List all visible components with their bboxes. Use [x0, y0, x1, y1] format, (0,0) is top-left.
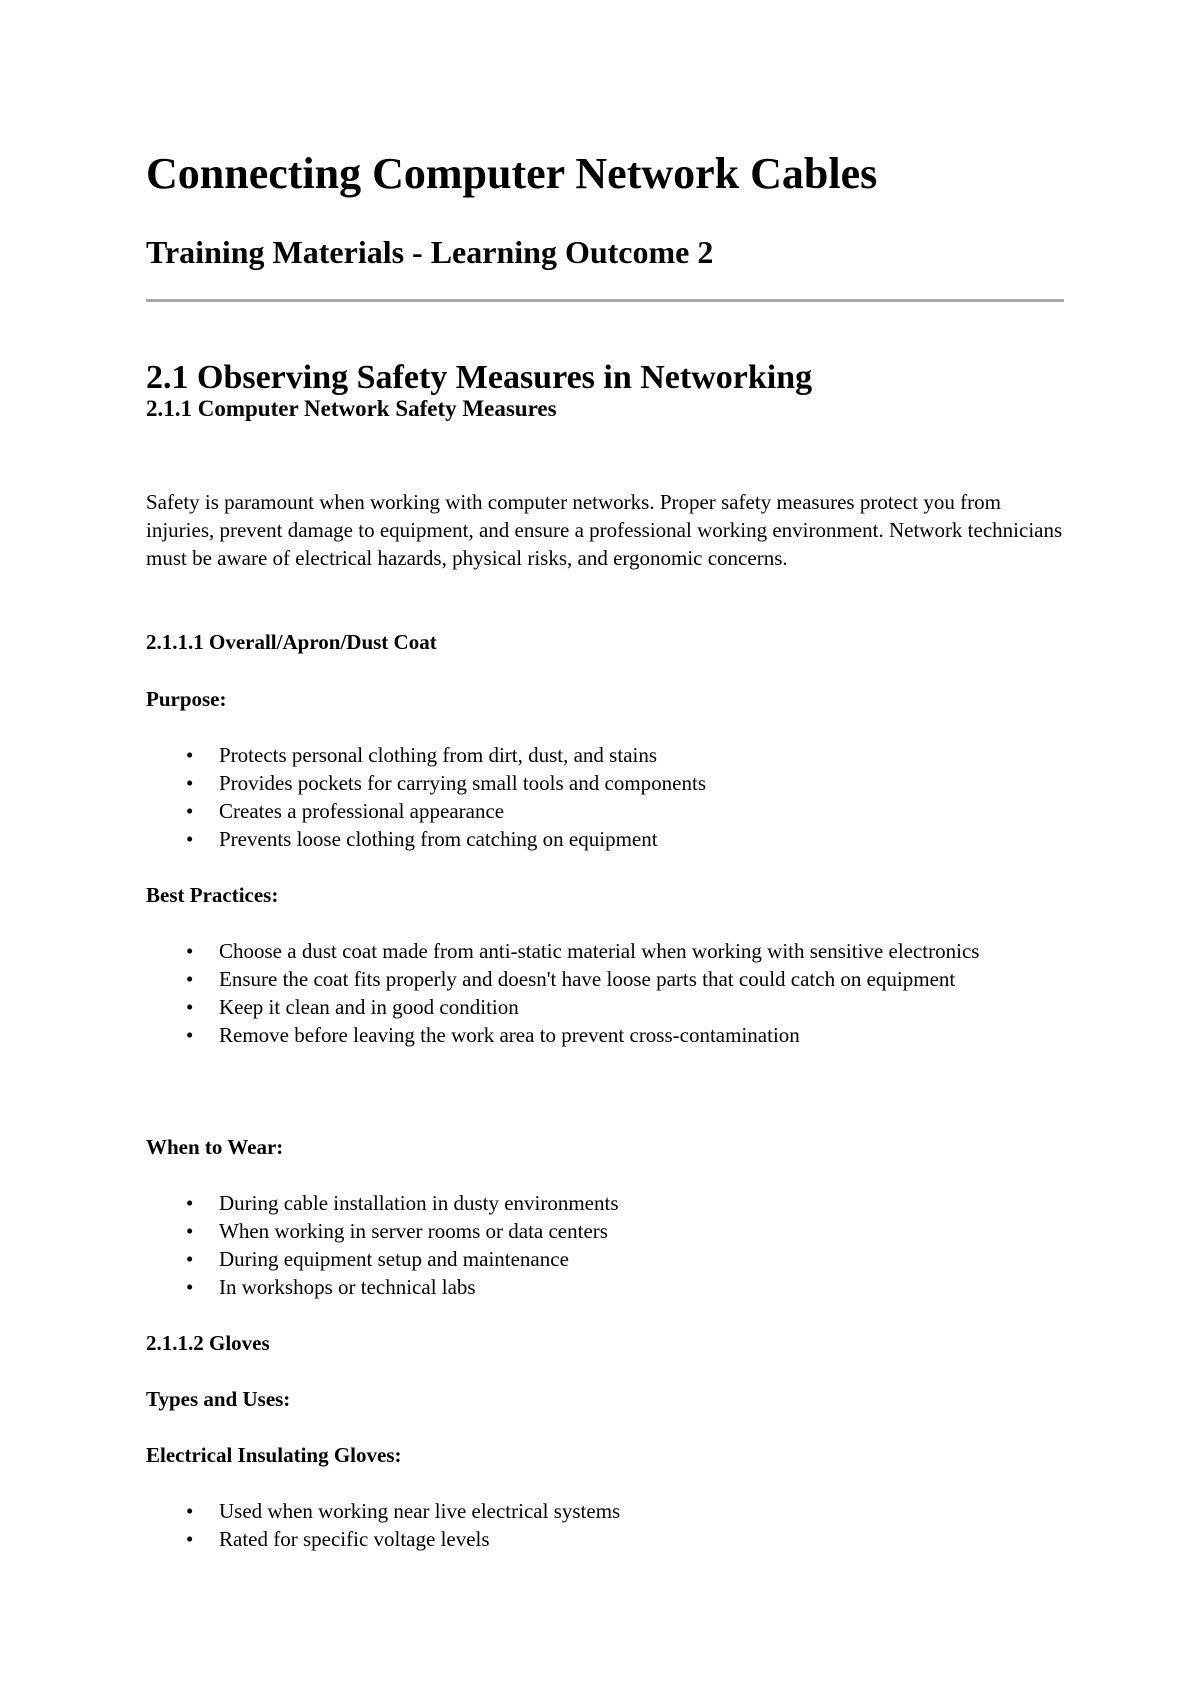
- list-item-text: Prevents loose clothing from catching on equipment: [219, 827, 658, 851]
- overall-coat-heading: 2.1.1.1 Overall/Apron/Dust Coat: [146, 630, 437, 654]
- horizontal-rule: [146, 299, 1064, 302]
- list-item: [146, 1189, 1064, 1217]
- bullet-icon: •: [186, 1499, 194, 1523]
- list-item-text: Provides pockets for carrying small tools and components: [219, 771, 706, 795]
- list-item-text: Keep it clean and in good condition: [219, 995, 519, 1019]
- bullet-icon: •: [186, 771, 194, 795]
- bullet-icon: •: [186, 1219, 194, 1243]
- list-item: [146, 797, 1064, 825]
- purpose-label: Purpose:: [146, 687, 227, 711]
- document-subtitle: Training Materials - Learning Outcome 2: [146, 234, 714, 270]
- list-item-text: Choose a dust coat made from anti-static material when working with sensitive electronics: [219, 939, 980, 963]
- bullet-icon: •: [186, 1191, 194, 1215]
- list-item-text: Creates a professional appearance: [219, 799, 505, 823]
- bullet-icon: •: [186, 1247, 194, 1271]
- intro-paragraph: Safety is paramount when working with computer networks. Proper safety measures protect you from injuries, prevent damage to equipment, and ensure a professional working environment. Network technicians must be aware of electrical hazards, physical risks, and ergonomic concerns.: [146, 490, 1063, 570]
- gloves-heading: 2.1.1.2 Gloves: [146, 1331, 270, 1355]
- list-item-text: During cable installation in dusty environments: [219, 1191, 619, 1215]
- list-item-text: Used when working near live electrical systems: [219, 1499, 621, 1523]
- bullet-icon: •: [186, 1527, 194, 1551]
- list-item: [146, 741, 1064, 769]
- when-to-wear-list: [146, 1189, 1064, 1301]
- list-item: [146, 1525, 1064, 1553]
- list-item: [146, 769, 1064, 797]
- list-item: [146, 993, 1064, 1021]
- list-item: [146, 1021, 1064, 1049]
- list-item-text: Rated for specific voltage levels: [219, 1527, 490, 1551]
- when-to-wear-label: When to Wear:: [146, 1135, 284, 1159]
- list-item: [146, 825, 1064, 853]
- list-item: [146, 1273, 1064, 1301]
- types-and-uses-label: Types and Uses:: [146, 1387, 291, 1411]
- bullet-icon: •: [186, 743, 194, 767]
- list-item-text: In workshops or technical labs: [219, 1275, 476, 1299]
- list-item-text: During equipment setup and maintenance: [219, 1247, 569, 1271]
- bullet-icon: •: [186, 827, 194, 851]
- document-title: Connecting Computer Network Cables: [146, 149, 878, 198]
- list-item: [146, 1217, 1064, 1245]
- best-practices-label: Best Practices:: [146, 883, 279, 907]
- section-heading: 2.1 Observing Safety Measures in Networking: [146, 359, 813, 396]
- list-item: [146, 937, 1064, 965]
- list-item-text: Protects personal clothing from dirt, dust, and stains: [219, 743, 658, 767]
- list-item: [146, 1497, 1064, 1525]
- bullet-icon: •: [186, 799, 194, 823]
- bullet-icon: •: [186, 995, 194, 1019]
- subsection-heading: 2.1.1 Computer Network Safety Measures: [146, 396, 557, 421]
- list-item-text: Remove before leaving the work area to prevent cross-contamination: [219, 1023, 800, 1047]
- best-practices-list: [146, 937, 1064, 1049]
- bullet-icon: •: [186, 967, 194, 991]
- bullet-icon: •: [186, 1023, 194, 1047]
- list-item-text: Ensure the coat fits properly and doesn't have loose parts that could catch on equipment: [219, 967, 956, 991]
- bullet-icon: •: [186, 1275, 194, 1299]
- list-item: [146, 1245, 1064, 1273]
- insulating-gloves-list: [146, 1497, 1064, 1553]
- bullet-icon: •: [186, 939, 194, 963]
- purpose-list: [146, 741, 1064, 853]
- insulating-gloves-label: Electrical Insulating Gloves:: [146, 1443, 402, 1467]
- list-item-text: When working in server rooms or data centers: [219, 1219, 608, 1243]
- list-item: [146, 965, 1064, 993]
